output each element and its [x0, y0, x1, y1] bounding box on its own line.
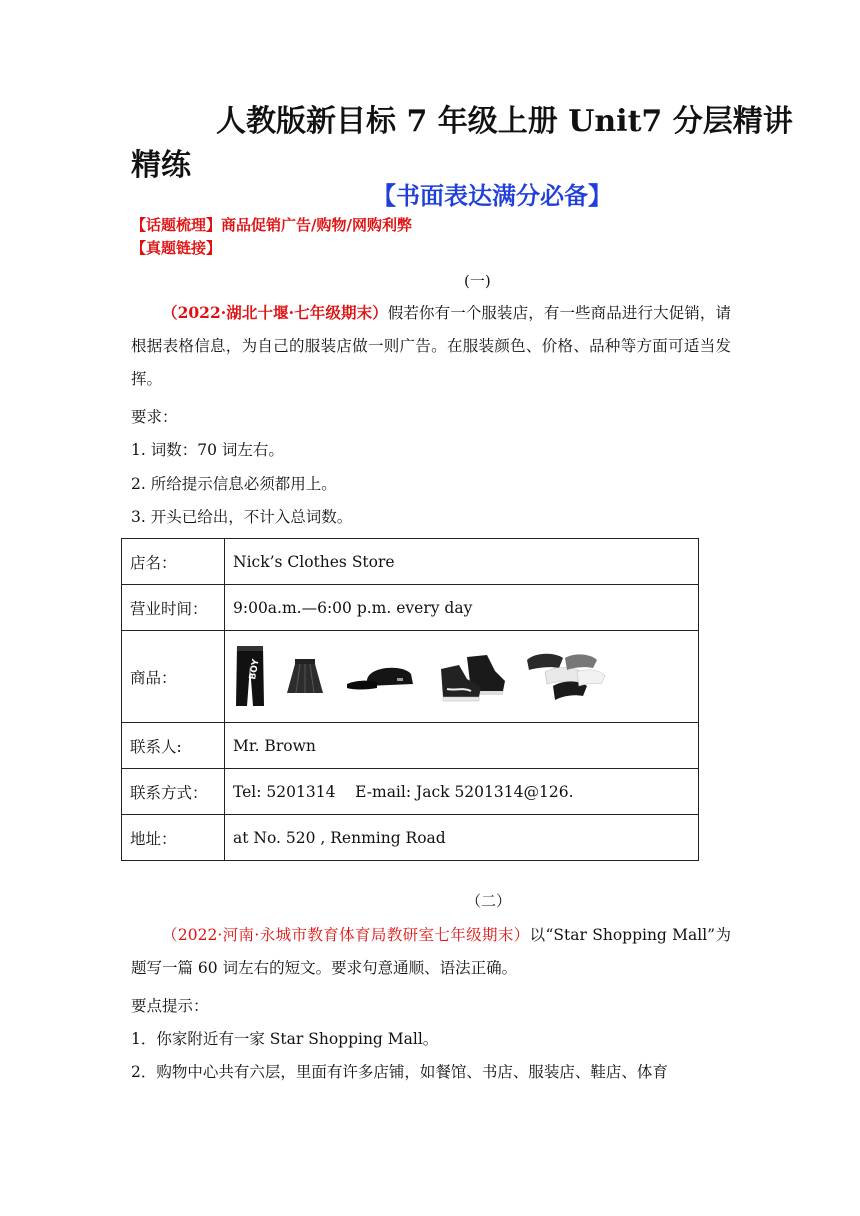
requirement-3: 3. 开头已给出，不计入总词数。: [131, 508, 353, 526]
question-2-text: 以“Star Shopping Mall”为题写一篇 60 词左右的短文。要求句意通顺、语法正确。: [131, 926, 731, 977]
goods-images: [225, 631, 699, 723]
requirements-title: 要求：: [131, 408, 178, 426]
requirement-1: 1. 词数：70 词左右。: [131, 441, 284, 459]
title-line-2: 精练: [131, 148, 191, 183]
skirt-icon: [285, 657, 325, 697]
contact-method-value: Tel: 5201314 E-mail: Jack 5201314@126.: [225, 769, 699, 815]
question-2-prompt: [131, 919, 731, 985]
goods-label: 商品：: [122, 631, 225, 723]
section-title: 【书面表达满分必备】: [372, 182, 612, 210]
cap-icon: [343, 660, 419, 694]
store-name-value: Nick’s Clothes Store: [225, 539, 699, 585]
point-2: 2．购物中心共有六层，里面有许多店铺，如餐馆、书店、服装店、鞋店、体育: [131, 1063, 668, 1081]
pants-print-text: BOY: [248, 657, 262, 681]
pants-icon: [233, 644, 267, 710]
table-row: [122, 585, 699, 631]
contact-person-value: Mr. Brown: [225, 723, 699, 769]
question-2-mark: （二）: [466, 892, 512, 910]
topic-review: 【话题梳理】商品促销广告/购物/网购利弊: [131, 216, 412, 234]
title-line-1: 人教版新目标 7 年级上册 Unit7 分层精讲: [216, 104, 793, 139]
points-title: 要点提示：: [131, 997, 209, 1015]
contact-method-label: 联系方式：: [122, 769, 225, 815]
address-value: at No. 520 , Renming Road: [225, 815, 699, 861]
store-info-table: [121, 538, 699, 861]
socks-icon: [525, 650, 607, 704]
question-1-mark: (一): [464, 272, 491, 290]
table-row: [122, 539, 699, 585]
question-2-source: （2022·河南·永城市教育体育局教研室七年级期末）: [162, 926, 530, 944]
point-1: 1．你家附近有一家 Star Shopping Mall。: [131, 1030, 439, 1048]
business-hours-label: 营业时间：: [122, 585, 225, 631]
question-1-source: （2022·湖北十堰·七年级期末）: [162, 303, 388, 322]
business-hours-value: 9:00a.m.—6:00 p.m. every day: [225, 585, 699, 631]
store-name-label: 店名：: [122, 539, 225, 585]
requirement-2: 2. 所给提示信息必须都用上。: [131, 475, 337, 493]
question-1-prompt: [131, 296, 731, 396]
table-row: [122, 769, 699, 815]
table-row: [122, 723, 699, 769]
address-label: 地址：: [122, 815, 225, 861]
table-row: [122, 815, 699, 861]
question-1-text: 假若你有一个服装店，有一些商品进行大促销，请根据表格信息，为自己的服装店做一则广告。在服装颜色、价格、品种等方面可适当发挥。: [131, 304, 731, 388]
real-links-heading: 【真题链接】: [131, 239, 222, 257]
document-title: [131, 100, 793, 188]
sneakers-icon: [437, 651, 507, 703]
contact-person-label: 联系人:: [122, 723, 225, 769]
table-row: [122, 631, 699, 723]
